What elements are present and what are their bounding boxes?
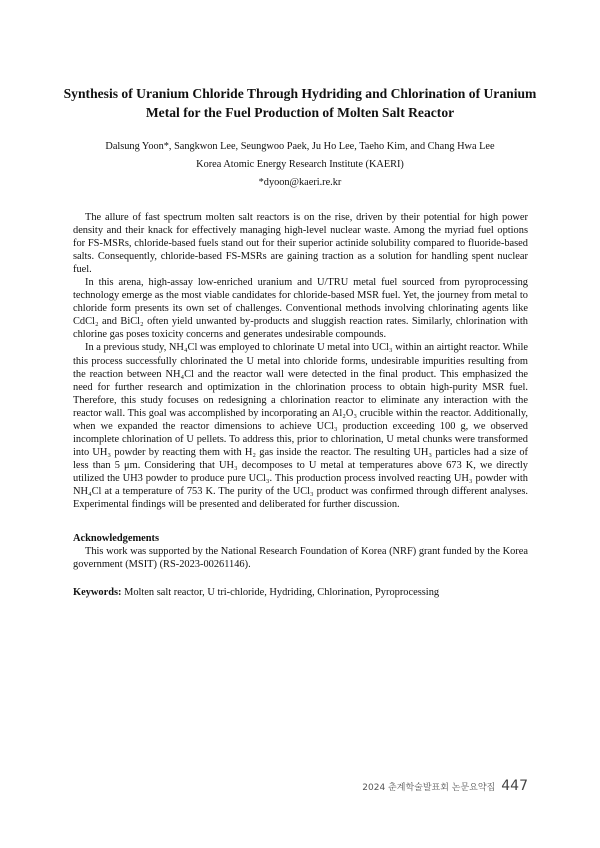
keywords-text: Molten salt reactor, U tri-chloride, Hydriding, Chlorination, Pyroprocessing	[124, 587, 440, 598]
abstract-paragraph-1: The allure of fast spectrum molten salt reactors is on the rise, driven by their potential for high power density and their knack for effectively managing high-level nuclear waste. Among the myriad fuel options for FS-MSRs, chloride-based fuels stand out for their superior actinide solubility compared to fluoride-based salts. Consequently, chloride-based FS-MSRs are gaining traction as a solution for handling spent nuclear fuel.	[73, 212, 528, 276]
corresponding-email: *dyoon@kaeri.re.kr	[258, 177, 342, 188]
conference-name: 2024 춘계학술발표회 논문요약집	[362, 783, 496, 793]
author-list: Dalsung Yoon*, Sangkwon Lee, Seungwoo Paek, Ju Ho Lee, Taeho Kim, and Chang Hwa Lee	[105, 141, 495, 152]
abstract-paragraph-3: In a previous study, NH₄Cl was employed to chlorinate U metal into UCl₃ within an airtight reactor. While this process successfully chlorinated the U metal into chloride forms, undesirable impurities resulting from the reaction between NH₄Cl and the reactor wall were detected in the final product. This emphasized the need for further research and optimization in the chlorination process to obtain high-purity MSR fuel. Therefore, this study focuses on redesigning a chlorination reactor to eliminate any interaction with the reactor wall. This goal was accomplished by incorporating an Al₂O₃ crucible within the reactor. Additionally, when we expanded the reactor dimensions to achieve UCl₃ production exceeding 100 g, we observed incomplete chlorination of U pellets. To address this, prior to chlorination, U metal chunks were transformed into UH₃ powder by reacting them with H₂ gas inside the reactor. The resulting UH₃ particles had a size of less than 5 μm. Considering that UH₃ decomposes to U metal at temperatures above 673 K, we directly utilized the UH3 powder to produce pure UCl₃. This production process involved reacting UH₃ powder with NH₄Cl at a temperature of 753 K. The purity of the UCl₃ product was confirmed through different analyses. Experimental findings will be presented and deliberated for further discussion.	[73, 342, 528, 511]
acknowledgements-section	[73, 545, 528, 571]
title-line-1: Synthesis of Uranium Chloride Through Hydriding and Chlorination of Uranium	[63, 86, 537, 101]
paper-title	[60, 84, 540, 122]
acknowledgements-heading: Acknowledgements	[73, 533, 160, 544]
title-line-2: Metal for the Fuel Production of Molten Salt Reactor	[145, 105, 455, 120]
acknowledgements-text: This work was supported by the National Research Foundation of Korea (NRF) grant funded by the Korea government (MSIT) (RS-2023-00261146).	[73, 546, 528, 571]
page-number: 447	[501, 778, 528, 794]
affiliation: Korea Atomic Energy Research Institute (KAERI)	[196, 159, 404, 170]
page-footer	[362, 778, 528, 794]
abstract-paragraph-2: In this arena, high-assay low-enriched uranium and U/TRU metal fuel sourced from pyroprocessing technology emerge as the most viable candidates for chloride-based MSR fuel. Yet, the journey from metal to chloride form presents its own set of challenges. Conventional methods involving chlorinating agents like CdCl₂ and BiCl₂ often yield unwanted by-products and sluggish reaction rates. Similarly, chlorination with chlorine gas poses toxicity concerns and generates undesirable compounds.	[73, 277, 528, 341]
keywords-section	[73, 586, 528, 599]
keywords-label: Keywords:	[73, 587, 122, 598]
abstract-body	[73, 211, 528, 511]
